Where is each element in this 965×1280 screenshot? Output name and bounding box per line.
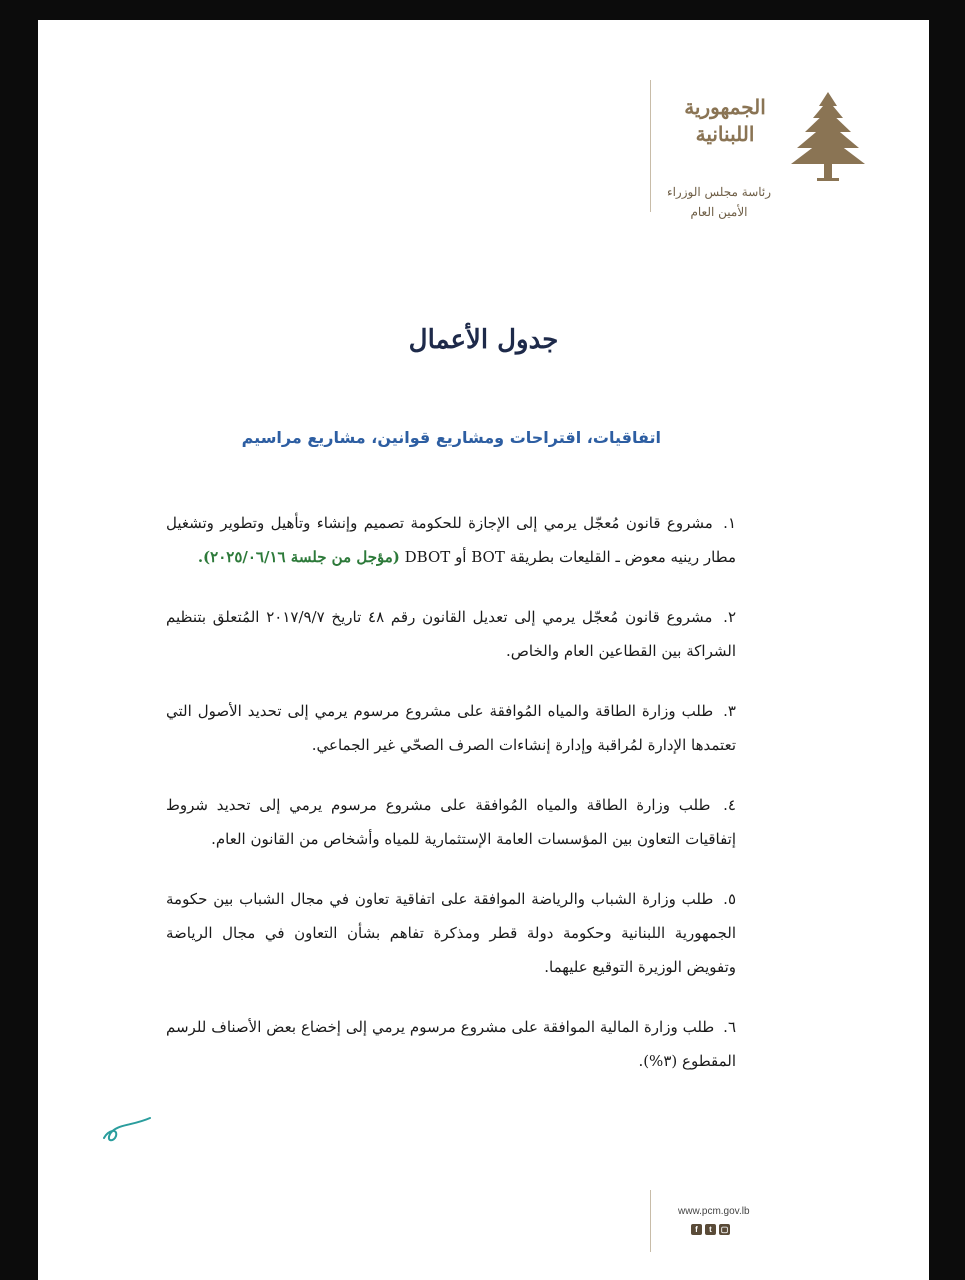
agenda-item: [166, 882, 736, 984]
instagram-icon[interactable]: ▢: [720, 1225, 729, 1234]
website-link[interactable]: www.pcm.gov.lb: [678, 1206, 750, 1217]
office-block: [659, 182, 779, 222]
twitter-icon[interactable]: t: [705, 1224, 716, 1235]
item-text: مشروع قانون مُعجّل يرمي إلى تعديل القانون رقم ٤٨ تاريخ ٢٠١٧/٩/٧ المُتعلق بتنظيم الشراكة بين القطاعين العام والخاص.: [166, 608, 736, 660]
item-number: ٤.: [723, 796, 736, 814]
office-title: الأمين العام: [690, 205, 748, 219]
item-text: طلب وزارة الشباب والرياضة الموافقة على اتفاقية تعاون في مجال الشباب بين حكومة الجمهورية اللبنانية وحكومة دولة قطر ومذكرة تفاهم بشأن التعاون في مجال الرياضة وتفويض الوزيرة التوقيع عليهما.: [166, 890, 736, 976]
item-number: ٦.: [723, 1018, 736, 1036]
footer-divider: [650, 1190, 651, 1252]
item-number: ٥.: [723, 890, 736, 908]
item-note: (مؤجل من جلسة ٢٠٢٥/٠٦/١٦).: [197, 548, 400, 566]
item-number: ١.: [723, 514, 736, 532]
document-page: [38, 20, 929, 1280]
agenda-item: [166, 506, 736, 574]
agenda-list: [166, 506, 736, 1104]
agenda-item: [166, 788, 736, 856]
item-text: طلب وزارة الطاقة والمياه المُوافقة على مشروع مرسوم يرمي إلى تحديد الأصول التي تعتمدها الإدارة لمُراقبة وإدارة إنشاءات الصرف الصحّي غير الجماعي.: [166, 702, 736, 754]
item-text: طلب وزارة المالية الموافقة على مشروع مرسوم يرمي إلى إخضاع بعض الأصناف للرسم المقطوع (٣%).: [166, 1018, 736, 1070]
agenda-item: [166, 600, 736, 668]
item-text: طلب وزارة الطاقة والمياه المُوافقة على مشروع مرسوم يرمي إلى تحديد شروط إتفاقيات التعاون بين المؤسسات العامة الإستثمارية للمياه وأشخاص من القانون العام.: [166, 796, 736, 848]
republic-name: الجمهورية اللبنانية: [684, 95, 766, 146]
office-name: رئاسة مجلس الوزراء: [666, 185, 772, 199]
agenda-item: [166, 694, 736, 762]
social-icons: [691, 1224, 730, 1235]
facebook-icon[interactable]: f: [691, 1224, 702, 1235]
page-title: جدول الأعمال: [408, 325, 559, 355]
agenda-item: [166, 1010, 736, 1078]
item-number: ٢.: [723, 608, 736, 626]
cedar-tree-icon: [789, 90, 867, 185]
item-text: مشروع قانون مُعجّل يرمي إلى الإجازة للحكومة تصميم وإنشاء وتأهيل وتطوير وتشغيل مطار رينيه معوض ـ القليعات بطريقة BOT أو DBOT: [166, 514, 736, 566]
section-heading: اتفاقيات، اقتراحات ومشاريع قوانين، مشاريع مراسيم: [241, 428, 661, 447]
item-number: ٣.: [723, 702, 736, 720]
signature-mark: [98, 1112, 158, 1152]
letterhead: [647, 90, 867, 250]
